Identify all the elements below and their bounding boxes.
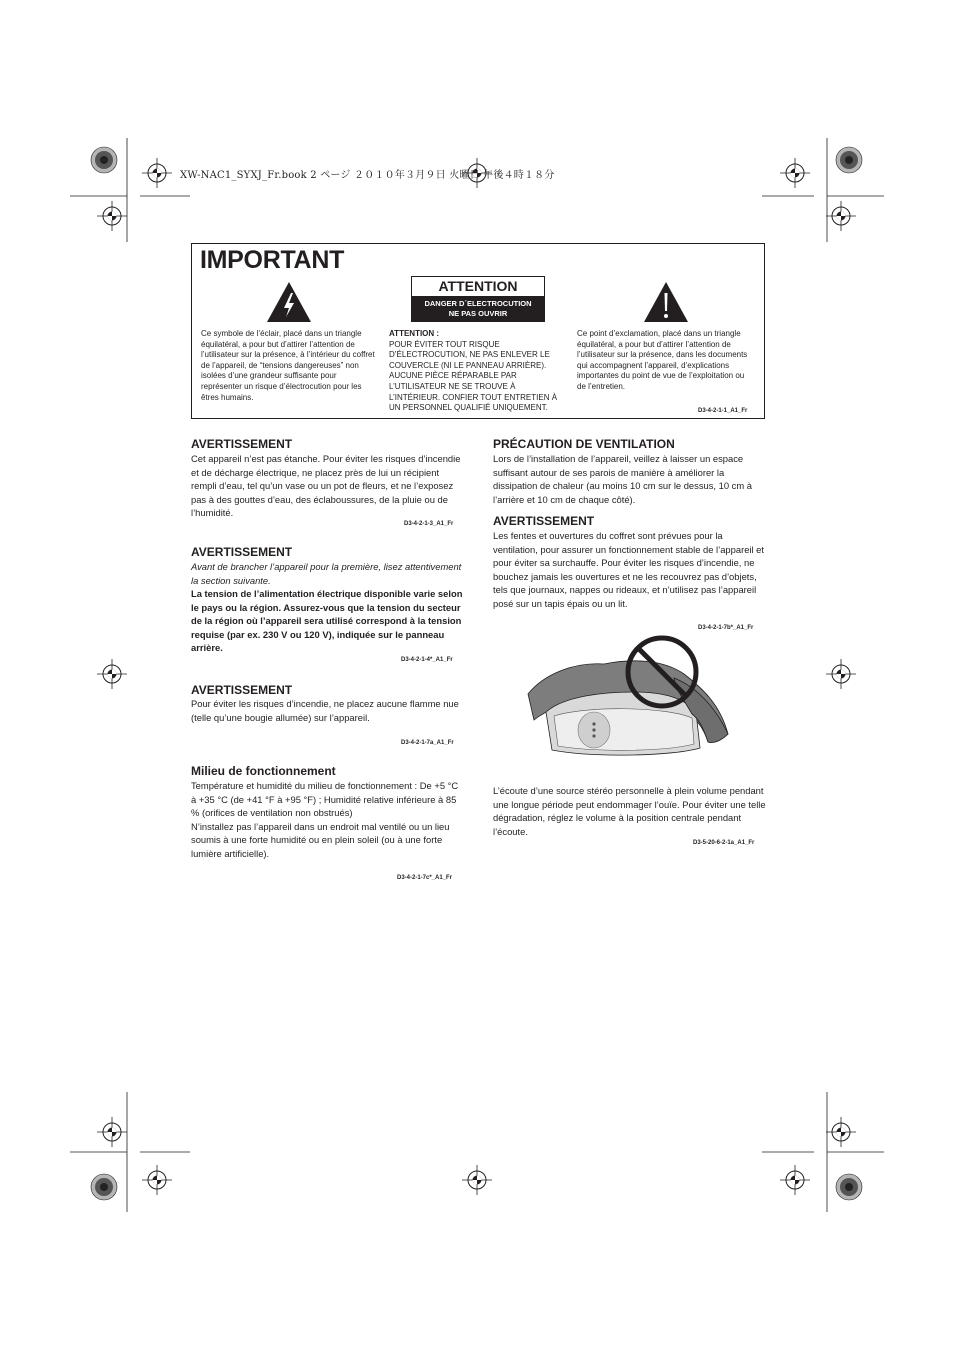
covered-device-prohibited-illustration <box>524 634 730 762</box>
attention-warning-text: ATTENTION : POUR ÉVITER TOUT RISQUE D’ÉLECTROCUTION, NE PAS ENLEVER LE COUVERCLE (NI LE PANNEAU ARRIÈRE). AUCUNE PIÈCE RÉPARABLE PAR L’UTILISATEUR NE SE TROUVE À L’INTÉRIEUR. CONFIER TOUT ENTRETIEN À UN PERSONNEL QUALIFIÉ UNIQUEMENT. <box>389 329 558 413</box>
warning-vents-text: Les fentes et ouvertures du coffret sont prévues pour la ventilation, pour assurer un fonctionnement stable de l’appareil et pour éviter sa surchauffe. Pour éviter les risques d’incendie, ne bouchez jamais les ouvertures et ne les recouvrez pas d’objets, tels que journaux, nappes ou rideaux, et n’utilisez pas l’appareil posé sur un tapis épais ou un lit. <box>493 530 765 609</box>
print-header: XW-NAC1_SYXJ_Fr.book 2 ページ ２０１０年３月９日 火曜日 午後４時１８分 <box>180 170 555 181</box>
warning-voltage-text: Avant de brancher l’appareil pour la première, lisez attentivement la section suivante. La tension de l’alimentation électrique disponible varie selon le pays ou la région. Assurez-vous que la tension du secteur de la région où l’appareil sera utilisé correspond à la tension requise (par ex. 230 V ou 120 V), indiquée sur le panneau arrière. <box>191 561 463 653</box>
reference-code: D3-4-2-1-7a_A1_Fr <box>401 740 454 746</box>
exclamation-symbol-explanation: Ce point d’exclamation, placé dans un triangle équilatéral, a pour but d’attirer l’attention de l’utilisateur sur la présence, dans les documents qui accompagnent l’appareil, d’explications importantes du point de vue de l’exploitation ou de l’entretien. <box>577 329 748 391</box>
lightning-warning-icon <box>266 281 312 323</box>
section-heading: Milieu de fonctionnement <box>191 764 336 778</box>
ventilation-precaution-text: Lors de l’installation de l’appareil, veillez à laisser un espace suffisant autour de ses parois de manière à améliorer la dissipation de chaleur (au moins 10 cm sur le dessus, 10 cm à l’arrière et 10 cm de chaque côté). <box>493 453 752 505</box>
reference-code: D3-5-20-6-2-1a_A1_Fr <box>693 840 755 846</box>
section-heading: AVERTISSEMENT <box>493 514 595 528</box>
attention-label-box <box>411 276 545 322</box>
section-heading: AVERTISSEMENT <box>191 545 293 559</box>
important-title: IMPORTANT <box>200 246 345 274</box>
section-heading: PRÉCAUTION DE VENTILATION <box>493 437 675 451</box>
attention-label: ATTENTION <box>438 278 518 294</box>
warning-water-text: Cet appareil n’est pas étanche. Pour éviter les risques d’incendie et de décharge électrique, ne placez près de lui un récipient rempli d’eau, tel qu’un vase ou un pot de fleurs, et ne l’exposez pas à des gouttes d’eau, des éclaboussures, de la pluie ou de l’humidité. <box>191 453 461 518</box>
warning-flame-text: Pour éviter les risques d’incendie, ne placez aucune flamme nue (telle qu’une bougie allumée) sur l’appareil. <box>191 698 459 723</box>
attention-sub-label: DANGER D´ELECTROCUTION NE PAS OUVRIR <box>412 296 544 322</box>
lightning-symbol-explanation: Ce symbole de l’éclair, placé dans un triangle équilatéral, a pour but d’attirer l’attention de l’utilisateur sur la présence, à l’intérieur du coffret de l’appareil, de “tensions dangereuses” non isolées d’une grandeur suffisante pour représenter un risque d’électrocution pour les êtres humains. <box>201 329 375 402</box>
reference-code: D3-4-2-1-1_A1_Fr <box>698 408 748 414</box>
hearing-warning-text: L’écoute d’une source stéréo personnelle à plein volume pendant une longue période peut endommager l’ouïe. Pour éviter une telle dégradation, réglez le volume à la position centrale pendant l’écoute. <box>493 785 766 837</box>
reference-code: D3-4-2-1-7b*_A1_Fr <box>698 625 754 631</box>
reference-code: D3-4-2-1-7c*_A1_Fr <box>397 875 453 881</box>
operating-environment-text: Température et humidité du milieu de fonctionnement : De +5 °C à +35 °C (de +41 °F à +95 °F) ; Humidité relative inférieure à 85 % (orifices de ventilation non obstrués) N’installez pas l’appareil dans un endroit mal ventilé ou un lieu soumis à une forte humidité ou en plein soleil (ou à une forte lumière artificielle). <box>191 780 459 859</box>
exclamation-warning-icon <box>643 281 689 323</box>
section-heading: AVERTISSEMENT <box>191 437 293 451</box>
reference-code: D3-4-2-1-4*_A1_Fr <box>401 657 453 663</box>
section-heading: AVERTISSEMENT <box>191 683 293 697</box>
reference-code: D3-4-2-1-3_A1_Fr <box>404 521 454 527</box>
